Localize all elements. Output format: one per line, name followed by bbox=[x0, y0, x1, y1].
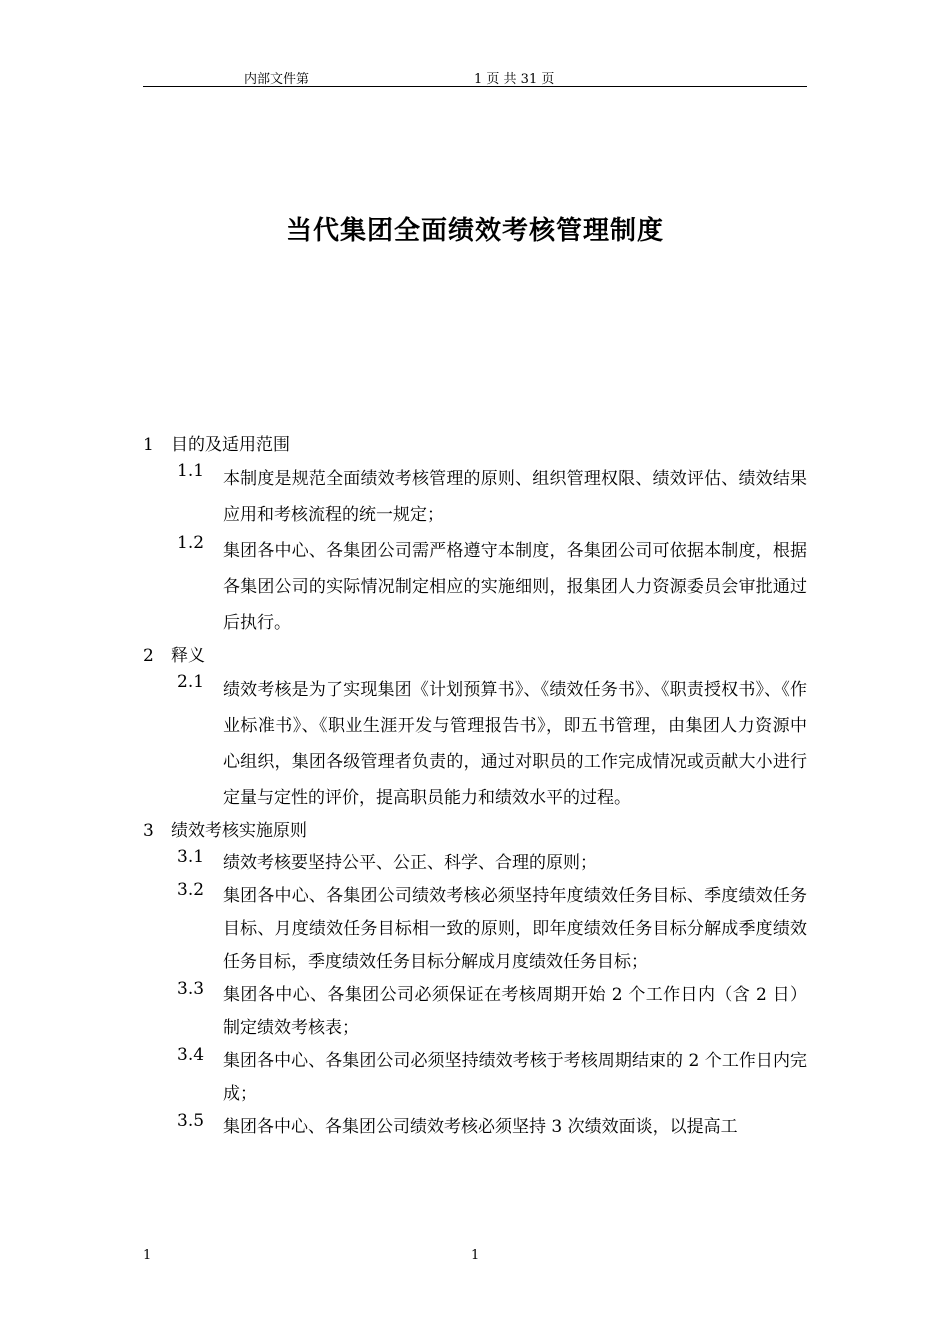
clause-text: 集团各中心、各集团公司绩效考核必须坚持年度绩效任务目标、季度绩效任务目标、月度绩效任务目标相一致的原则，即年度绩效任务目标分解成季度绩效任务目标，季度绩效任务目标分解成月度绩效任务目标； bbox=[223, 886, 807, 972]
clause-text: 绩效考核要坚持公平、公正、科学、合理的原则； bbox=[223, 853, 597, 873]
footer-page-number-center: 1 bbox=[471, 1248, 480, 1263]
clause-text: 集团各中心、各集团公司必须坚持绩效考核于考核周期结束的 2 个工作日内完成； bbox=[223, 1051, 807, 1104]
clause-text: 绩效考核是为了实现集团《计划预算书》、《绩效任务书》、《职责授权书》、《作业标准书》、《职业生涯开发与管理报告书》，即五书管理，由集团人力资源中心组织，集团各级管理者负责的，通过对职员的工作完成情况或贡献大小进行定量与定性的评价，提高职员能力和绩效水平的过程。 bbox=[223, 680, 807, 808]
footer-page-number-left: 1 bbox=[143, 1248, 152, 1263]
section-heading bbox=[143, 641, 813, 672]
clause-text: 集团各中心、各集团公司绩效考核必须坚持 3 次绩效面谈，以提高工 bbox=[223, 1117, 738, 1137]
clause-text: 本制度是规范全面绩效考核管理的原则、组织管理权限、绩效评估、绩效结果应用和考核流程的统一规定； bbox=[223, 469, 807, 525]
clause bbox=[177, 1111, 813, 1144]
section-number: 2 bbox=[143, 646, 154, 666]
clause bbox=[177, 979, 813, 1045]
clause bbox=[177, 533, 813, 641]
section-heading bbox=[143, 430, 813, 461]
clause-text: 集团各中心、各集团公司必须保证在考核周期开始 2 个工作日内（含 2 日）制定绩效考核表； bbox=[223, 985, 807, 1038]
clause-number: 3.4 bbox=[177, 1045, 205, 1065]
clause bbox=[177, 847, 813, 880]
section-title: 绩效考核实施原则 bbox=[171, 821, 307, 841]
section-number: 1 bbox=[143, 435, 154, 455]
page-header bbox=[143, 66, 807, 87]
header-doc-label: 内部文件第 bbox=[244, 72, 310, 87]
section-title: 释义 bbox=[171, 646, 205, 666]
clause-number: 2.1 bbox=[177, 672, 205, 692]
header-page-count: 1 页 共 31 页 bbox=[474, 72, 555, 87]
section-title: 目的及适用范围 bbox=[171, 435, 290, 455]
clause-text: 集团各中心、各集团公司需严格遵守本制度，各集团公司可依据本制度，根据各集团公司的实际情况制定相应的实施细则，报集团人力资源委员会审批通过后执行。 bbox=[223, 541, 807, 633]
clause-number: 3.3 bbox=[177, 979, 205, 999]
clause bbox=[177, 461, 813, 533]
document-title: 当代集团全面绩效考核管理制度 bbox=[285, 216, 664, 246]
clause bbox=[177, 1045, 813, 1111]
section-heading bbox=[143, 816, 813, 847]
clause bbox=[177, 672, 813, 816]
clause bbox=[177, 880, 813, 979]
clause-number: 3.1 bbox=[177, 847, 205, 867]
document-body bbox=[143, 430, 813, 1144]
section-number: 3 bbox=[143, 821, 154, 841]
clause-number: 3.5 bbox=[177, 1111, 205, 1131]
clause-number: 1.1 bbox=[177, 461, 205, 481]
clause-number: 3.2 bbox=[177, 880, 205, 900]
clause-number: 1.2 bbox=[177, 533, 205, 553]
